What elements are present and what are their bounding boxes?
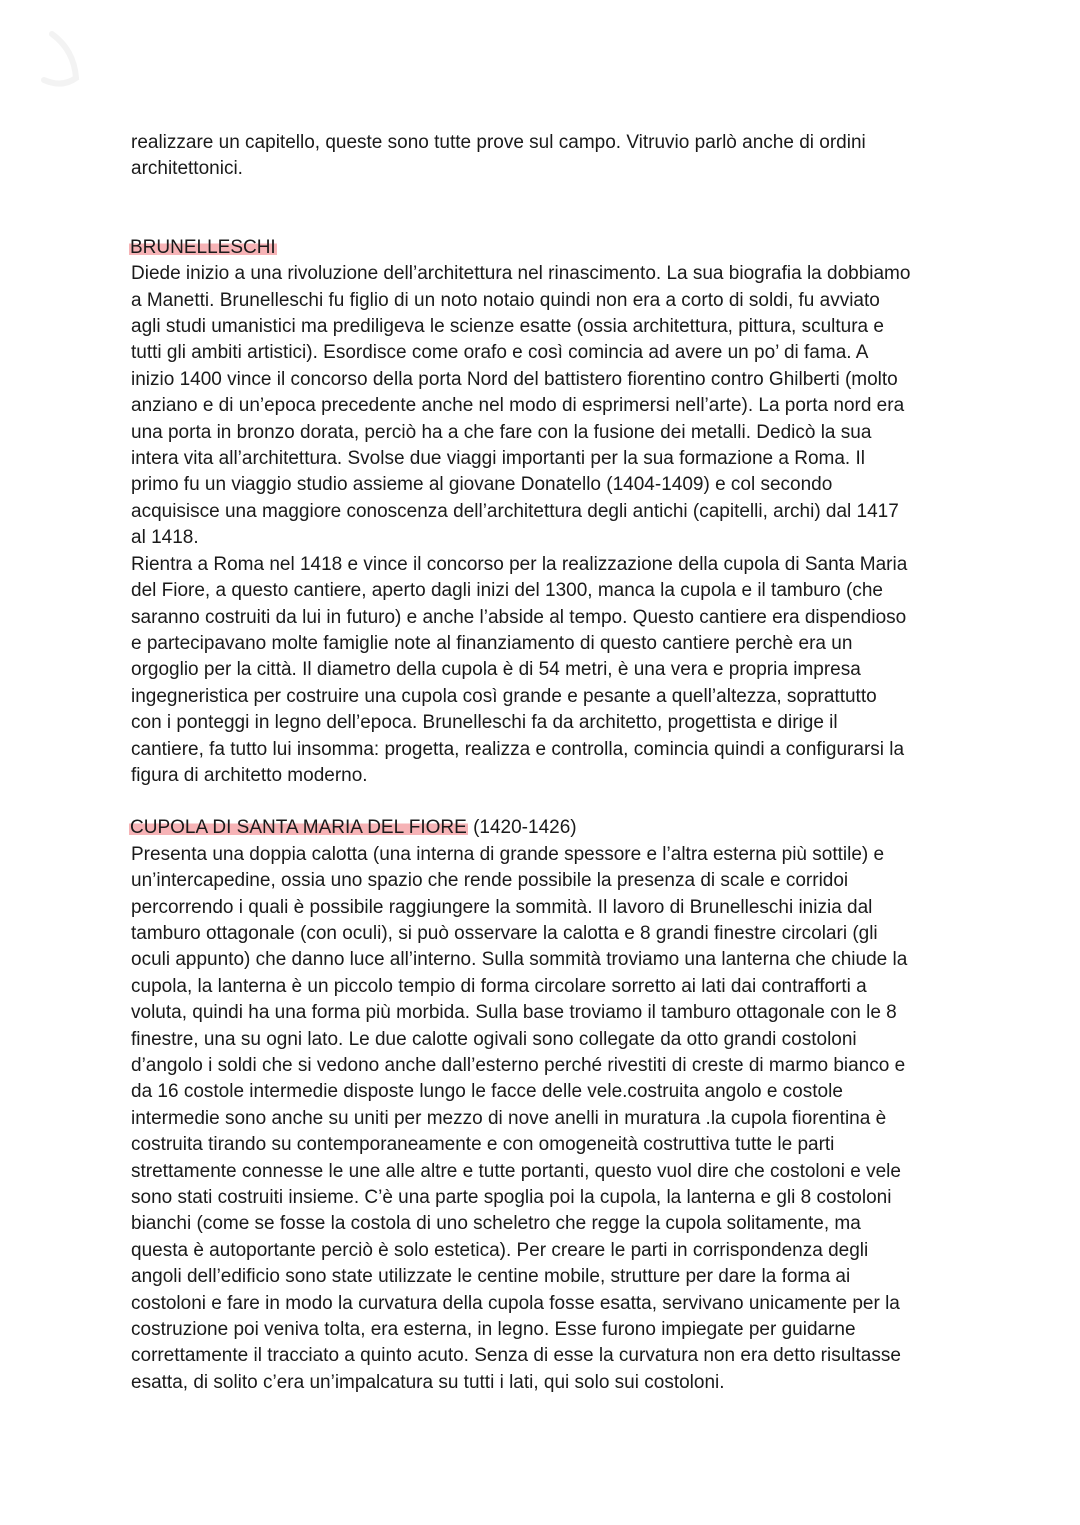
- text-line: intera vita all’architettura. Svolse due viaggi importanti per la sua formazione a Roma. Il: [131, 448, 865, 470]
- text-line: questa è autoportante perciò è solo estetica). Per creare le parti in corrispondenza degli: [131, 1239, 869, 1261]
- text-line: acquisisce una maggiore conoscenza dell’architettura degli antichi (capitelli, archi) dal 1417: [131, 500, 899, 522]
- brunelleschi-paragraph-2: [131, 552, 961, 790]
- text-line: esatta, di solito c’era un’impalcatura su tutti i lati, qui solo sui costoloni.: [131, 1371, 725, 1393]
- text-line: percorrendo i quali è possibile raggiungere la sommità. Il lavoro di Brunelleschi inizia dal: [131, 896, 873, 918]
- text-line: al 1418.: [131, 527, 199, 549]
- text-line: costoloni e fare in modo la curvatura della cupola fosse esatta, servivano unicamente per la: [131, 1292, 900, 1314]
- text-line: inizio 1400 vince il concorso della porta Nord del battistero fiorentino contro Ghilberti (molto: [131, 368, 898, 390]
- section-brunelleschi: [131, 235, 961, 790]
- text-line: Diede inizio a una rivoluzione dell’architettura nel rinascimento. La sua biografia la dobbiamo: [131, 263, 911, 285]
- section-heading: [131, 815, 961, 841]
- text-line: oculi appunto) che danno luce all’interno. Sulla sommità troviamo una lanterna che chiude la: [131, 949, 908, 971]
- text-line: saranno costruiti da lui in futuro) e anche l’abside al tempo. Questo cantiere era dispendioso: [131, 606, 907, 628]
- text-line: tamburo ottagonale (con oculi), si può osservare la calotta e 8 grandi finestre circolari (gli: [131, 922, 878, 944]
- text-line: agli studi umanistici ma prediligeva le scienze esatte (ossia architettura, pittura, scultura e: [131, 316, 884, 338]
- text-line: angoli dell’edificio sono state utilizzate le centine mobile, strutture per dare la forma ai: [131, 1266, 851, 1288]
- text-line: Presenta una doppia calotta (una interna di grande spessore e l’altra esterna più sottile) e: [131, 843, 885, 865]
- section-cupola: [131, 815, 961, 1396]
- text-line: del Fiore, a questo cantiere, aperto dagli inizi del 1300, manca la cupola e il tamburo (che: [131, 580, 883, 602]
- text-line: una porta in bronzo dorata, perciò ha a che fare con la fusione dei metalli. Dedicò la sua: [131, 421, 872, 443]
- text-line: intermedie sono anche su uniti per mezzo di nove anelli in muratura .la cupola fiorentina è: [131, 1107, 887, 1129]
- brunelleschi-paragraph-1: [131, 261, 961, 551]
- cupola-heading: CUPOLA DI SANTA MARIA DEL FIORE: [130, 817, 467, 839]
- text-line: Rientra a Roma nel 1418 e vince il concorso per la realizzazione della cupola di Santa Maria: [131, 553, 908, 575]
- text-line: voluta, quindi ha una forma più morbida. Sulla base troviamo il tamburo ottagonale con le 8: [131, 1002, 897, 1024]
- text-line: finestre, una su ogni lato. Le due calotte ogivali sono collegate da otto grandi costoloni: [131, 1028, 857, 1050]
- text-line: orgoglio per la città. Il diametro della cupola è di 54 metri, è una vera e propria impresa: [131, 659, 861, 681]
- text-line: figura di architetto moderno.: [131, 764, 368, 786]
- brunelleschi-heading: BRUNELLESCHI: [130, 236, 276, 258]
- text-line: a Manetti. Brunelleschi fu figlio di un noto notaio quindi non era a corto di soldi, fu avviato: [131, 289, 880, 311]
- cupola-heading-dates: (1420-1426): [467, 817, 577, 839]
- text-line: costruita tirando su contemporaneamente e con omogeneità costruttiva tutte le parti: [131, 1134, 835, 1156]
- document-page: [131, 130, 961, 1396]
- text-line: ingegneristica per costruire una cupola così grande e pesante a quell’altezza, soprattutto: [131, 685, 877, 707]
- text-line: primo fu un viaggio studio assieme al giovane Donatello (1404-1409) e col secondo: [131, 474, 833, 496]
- text-line: con i ponteggi in legno dell’epoca. Brunelleschi fa da architetto, progettista e dirige il: [131, 712, 838, 734]
- text-line: e partecipavano molte famiglie note al finanziamento di questo cantiere perchè era un: [131, 632, 853, 654]
- text-line: un’intercapedine, ossia uno spazio che rende possibile la presenza di scale e corridoi: [131, 870, 849, 892]
- cupola-paragraph: [131, 842, 961, 1397]
- text-line: cupola, la lanterna è un piccolo tempio di forma circolare sorretto ai lati dai contrafforti a: [131, 975, 867, 997]
- text-line: realizzare un capitello, queste sono tutte prove sul campo. Vitruvio parlò anche di ordini: [131, 132, 866, 153]
- text-line: correttamente il tracciato a quinto acuto. Senza di esse la curvatura non era detto risultasse: [131, 1345, 901, 1367]
- text-line: da 16 costole intermedie disposte lungo le facce delle vele.costruita angolo e costole: [131, 1081, 843, 1103]
- text-line: costruzione poi veniva tolta, era esterna, in legno. Esse furono impiegate per guidarne: [131, 1319, 856, 1341]
- text-line: cantiere, fa tutto lui insomma: progetta, realizza e controlla, comincia quindi a configurarsi la: [131, 738, 905, 760]
- text-line: d’angolo i soldi che si vedono anche dall’esterno perché rivestiti di creste di marmo bianco e: [131, 1055, 906, 1076]
- text-line: architettonici.: [131, 158, 243, 180]
- corner-mark-icon: [22, 22, 92, 92]
- text-line: sono stati costruiti insieme. C’è una parte spoglia poi la cupola, la lanterna e gli 8 costoloni: [131, 1187, 892, 1209]
- text-line: tutti gli ambiti artistici). Esordisce come orafo e così comincia ad avere un po’ di fama. A: [131, 342, 869, 364]
- text-line: strettamente connesse le une alle altre e tutte portanti, questo vuol dire che costoloni e vele: [131, 1160, 901, 1182]
- section-heading: [131, 235, 961, 261]
- text-line: bianchi (come se fosse la costola di uno scheletro che regge la cupola solitamente, ma: [131, 1213, 861, 1235]
- text-line: anziano e di un’epoca precedente anche nel modo di esprimersi nell’arte). La porta nord era: [131, 395, 905, 417]
- intro-paragraph: [131, 130, 961, 183]
